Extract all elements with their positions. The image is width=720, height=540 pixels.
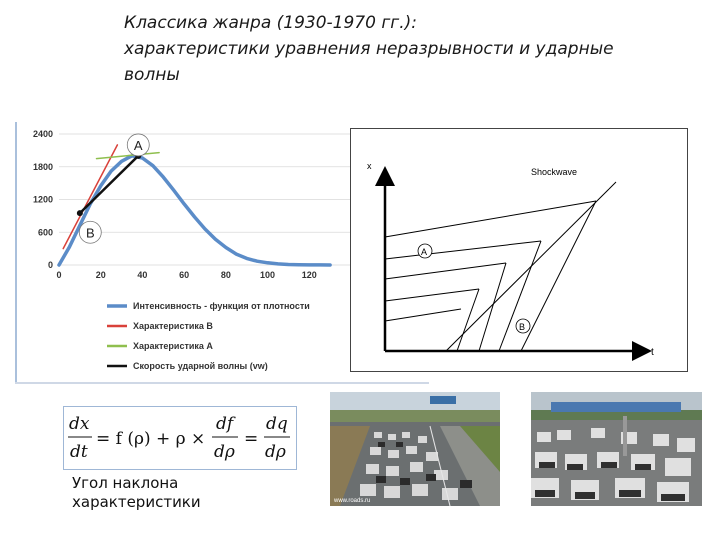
characteristic-a-4: [385, 289, 479, 301]
legend-label: Характеристика B: [133, 321, 213, 331]
characteristic-b-3: [499, 241, 541, 351]
legend-label: Характеристика A: [133, 341, 213, 351]
legend-label: Скорость ударной волны (vw): [133, 361, 268, 371]
x-tick-label: 80: [220, 270, 231, 280]
characteristic-a-3: [385, 263, 506, 279]
slide-title: [124, 10, 684, 88]
region-b-label: B: [519, 322, 526, 332]
traffic-photo-highway-svg: [330, 392, 500, 506]
x-tick-label: 100: [260, 270, 276, 280]
caption-line-1: Угол наклона: [72, 474, 179, 492]
characteristic-b-1: [457, 289, 479, 351]
chart-frame-edge: [15, 122, 17, 382]
shockwave-endpoint: [77, 210, 83, 216]
continuity-formula: [63, 406, 297, 470]
diagram-svg: [351, 129, 687, 371]
diagram-x-label: t: [651, 347, 654, 358]
x-tick-label: 20: [95, 270, 106, 280]
x-tick-label: 60: [179, 270, 190, 280]
y-tick-label: 600: [37, 227, 53, 238]
shockwave-diagram: [350, 128, 688, 372]
shockwave-label: Shockwave: [531, 167, 578, 177]
y-tick-label: 0: [47, 260, 53, 270]
y-tick-label: 2400: [32, 129, 53, 139]
formula-drho2: dρ: [265, 442, 286, 462]
caption-line-2: характеристики: [72, 493, 201, 511]
legend-label: Интенсивность - функция от плотности: [133, 301, 310, 311]
formula-eq: =: [244, 429, 259, 449]
formula-svg: [64, 407, 296, 469]
x-tick-label: 40: [137, 270, 148, 280]
x-tick-label: 0: [56, 270, 62, 280]
traffic-photo-highway: [330, 392, 500, 506]
title-line-1: Классика жанра (1930-1970 гг.):: [124, 13, 417, 33]
point-label-b: B: [85, 225, 95, 241]
traffic-photo-city: [531, 392, 702, 506]
slope-caption: [72, 474, 201, 512]
characteristic-a-1: [385, 201, 596, 237]
region-a-label: A: [421, 247, 428, 257]
title-line-3: волны: [124, 65, 180, 85]
formula-dt: dt: [70, 442, 88, 462]
formula-df: df: [216, 414, 234, 434]
formula-drho: dρ: [214, 442, 235, 462]
characteristic-b-2: [479, 263, 506, 351]
x-tick-label: 120: [301, 270, 317, 280]
traffic-photo-city-svg: [531, 392, 702, 506]
density-flow-curve: [59, 156, 330, 265]
formula-dq: dq: [266, 414, 288, 434]
shockwave-speed-line: [80, 156, 138, 213]
formula-dx: dx: [69, 414, 90, 434]
characteristic-a-5: [385, 309, 461, 321]
point-label-a: A: [133, 137, 143, 153]
diagram-y-label: x: [367, 161, 372, 171]
characteristic-a-2: [385, 241, 541, 259]
title-line-2: характеристики уравнения неразрывности и ударные: [124, 39, 614, 59]
y-tick-label: 1800: [32, 161, 53, 172]
y-tick-label: 1200: [32, 194, 53, 205]
formula-middle: = f (ρ) + ρ ×: [96, 429, 206, 449]
characteristic-b-4: [521, 201, 596, 351]
photo-watermark: www.roads.ru: [334, 498, 371, 504]
shockwave-label-leader: [609, 182, 616, 189]
